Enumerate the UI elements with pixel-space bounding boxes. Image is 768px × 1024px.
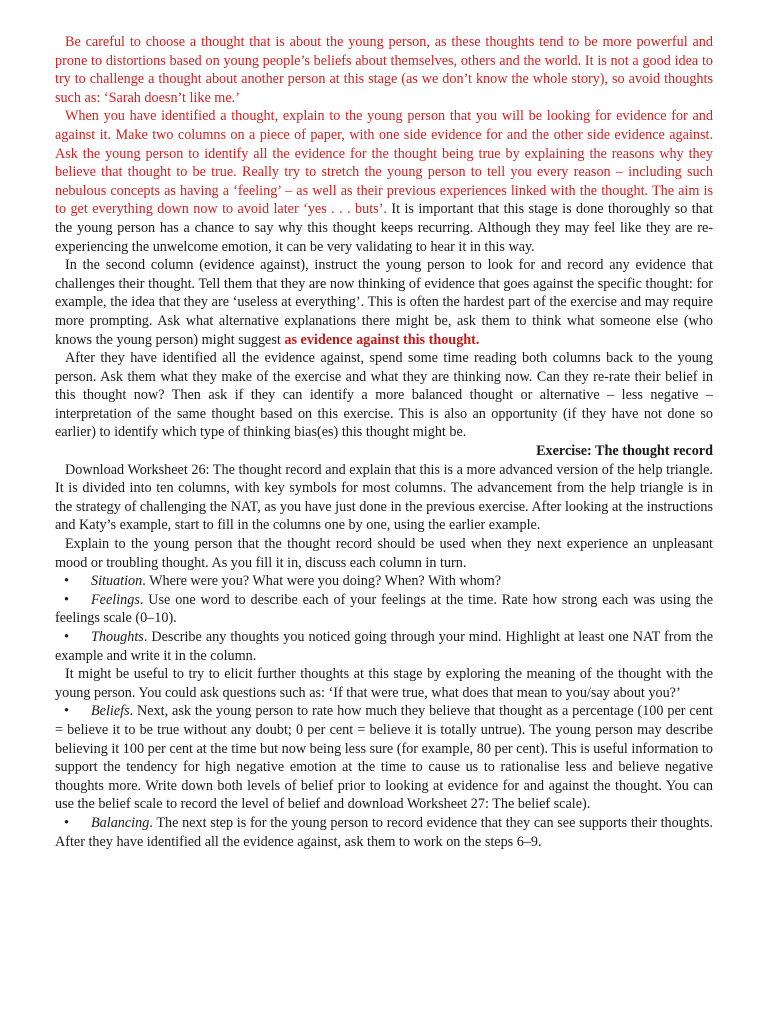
bullet-marker: • (64, 703, 69, 720)
bullet-feelings (55, 591, 713, 628)
bullet-text: . Describe any thoughts you noticed going through your mind. Highlight at least one NAT from the example and write it in the column. (55, 629, 713, 664)
bullet-marker: • (64, 629, 69, 645)
evidence-for-note: It is important that this stage is done thoroughly so that the young person has a chance to say why this thought keeps recurring. Although they may feel like they are re-experiencing the unwelcome emotion, it can be very validating to hear it in this way. (55, 201, 713, 255)
bullet-term: Beliefs (91, 703, 130, 720)
paragraph-explain-record: Explain to the young person that the thought record should be used when they next experience an unpleasant mood or troubling thought. As you fill it in, discuss each column in turn. (55, 536, 713, 571)
bullet-marker: • (64, 573, 69, 590)
bullet-balancing (55, 814, 713, 851)
paragraph-evidence-against (55, 256, 713, 349)
bullet-text: . Where were you? What were you doing? When? With whom? (142, 573, 502, 590)
paragraph-elicit-thoughts: It might be useful to try to elicit further thoughts at this stage by exploring the meaning of the thought with the young person. You could ask questions such as: ‘If that were true, what does that mean to you/say about you?’ (55, 666, 713, 701)
bullet-thoughts (55, 628, 713, 665)
paragraph-evidence-for (55, 107, 713, 256)
bullet-term: Balancing (91, 814, 150, 831)
bullet-beliefs (55, 702, 713, 814)
bullet-marker: • (64, 814, 69, 831)
paragraph-download-worksheet: Download Worksheet 26: The thought record and explain that this is a more advanced version of the help triangle. It is divided into ten columns, with key symbols for most columns. The advancement from the help triangle is in the strategy of challenging the NAT, as you have just done in the previous exercise. After looking at the instructions and Katy’s example, start to fill in the columns one by one, using the earlier example. (55, 461, 713, 534)
evidence-for-instructions: When you have identified a thought, explain to the young person that you will be looking for evidence for and against it. Make two columns on a piece of paper, with one side evidence for and the other side evidence against. Ask the young person to identify all the evidence for the thought being true by explaining the reasons why they believe that thought to be true. Really try to stretch the young person to tell you every reason – including such nebulous concepts as having a ‘feeling’ – as well as their previous experiences linked with the thought. The aim is to get everything down now to avoid later ‘yes . . . buts’. (55, 108, 713, 218)
bullet-term: Thoughts (91, 629, 144, 645)
bullet-term: Situation (91, 573, 143, 590)
bullet-term: Feelings (91, 591, 140, 608)
evidence-against-instructions: In the second column (evidence against), instruct the young person to look for and record any evidence that challenges their thought. Tell them that they are now thinking of evidence that goes against the specific thought: for example, the idea that they are ‘useless at everything’. This is often the hardest part of the exercise and may require more prompting. Ask what alternative explanations there might be, ask them to think what someone else (who knows the young person) might suggest (55, 257, 713, 348)
evidence-against-highlight: as evidence against this thought. (284, 331, 480, 348)
bullet-text: . The next step is for the young person to record evidence that they can see supports their thoughts. After they have identified all the evidence against, ask them to work on the steps 6–9. (55, 814, 713, 850)
paragraph-choose-thought: Be careful to choose a thought that is about the young person, as these thoughts tend to be more powerful and prone to distortions based on young people’s beliefs about themselves, others and the world. It is not a good idea to try to challenge a thought about another person at this stage (as we don’t know the whole story), so avoid thoughts such as: ‘Sarah doesn’t like me.’ (55, 34, 713, 106)
paragraph-reading-back: After they have identified all the evidence against, spend some time reading both columns back to the young person. Ask them what they make of the exercise and what they are thinking now. Can they re-rate their belief in this thought now? Then ask if they can identify a more balanced thought or alternative – less negative – interpretation of the same thought based on this exercise. This is also an opportunity (if they have not done so earlier) to identify which type of thinking bias(es) this thought might be. (55, 350, 713, 441)
exercise-heading: Exercise: The thought record (536, 443, 713, 460)
bullet-marker: • (64, 591, 69, 608)
bullet-situation (55, 572, 713, 591)
document-page (55, 33, 713, 851)
bullet-text: . Use one word to describe each of your feelings at the time. Rate how strong each was using the feelings scale (0–10). (55, 591, 713, 627)
bullet-text: . Next, ask the young person to rate how much they believe that thought as a percentage (100 per cent = believe it to be true without any doubt; 0 per cent = believe it is totally untrue). The young person may describe believing it 100 per cent at the time but now being less sure (for example, 80 per cent). This is useful information to support the tendency for high negative emotion at the time to cause us to rationalise less and believe negative thoughts more. Write down both levels of belief prior to looking at evidence for and against the thought. You can use the belief scale to record the level of belief and download Worksheet 27: The belief scale). (55, 703, 713, 813)
